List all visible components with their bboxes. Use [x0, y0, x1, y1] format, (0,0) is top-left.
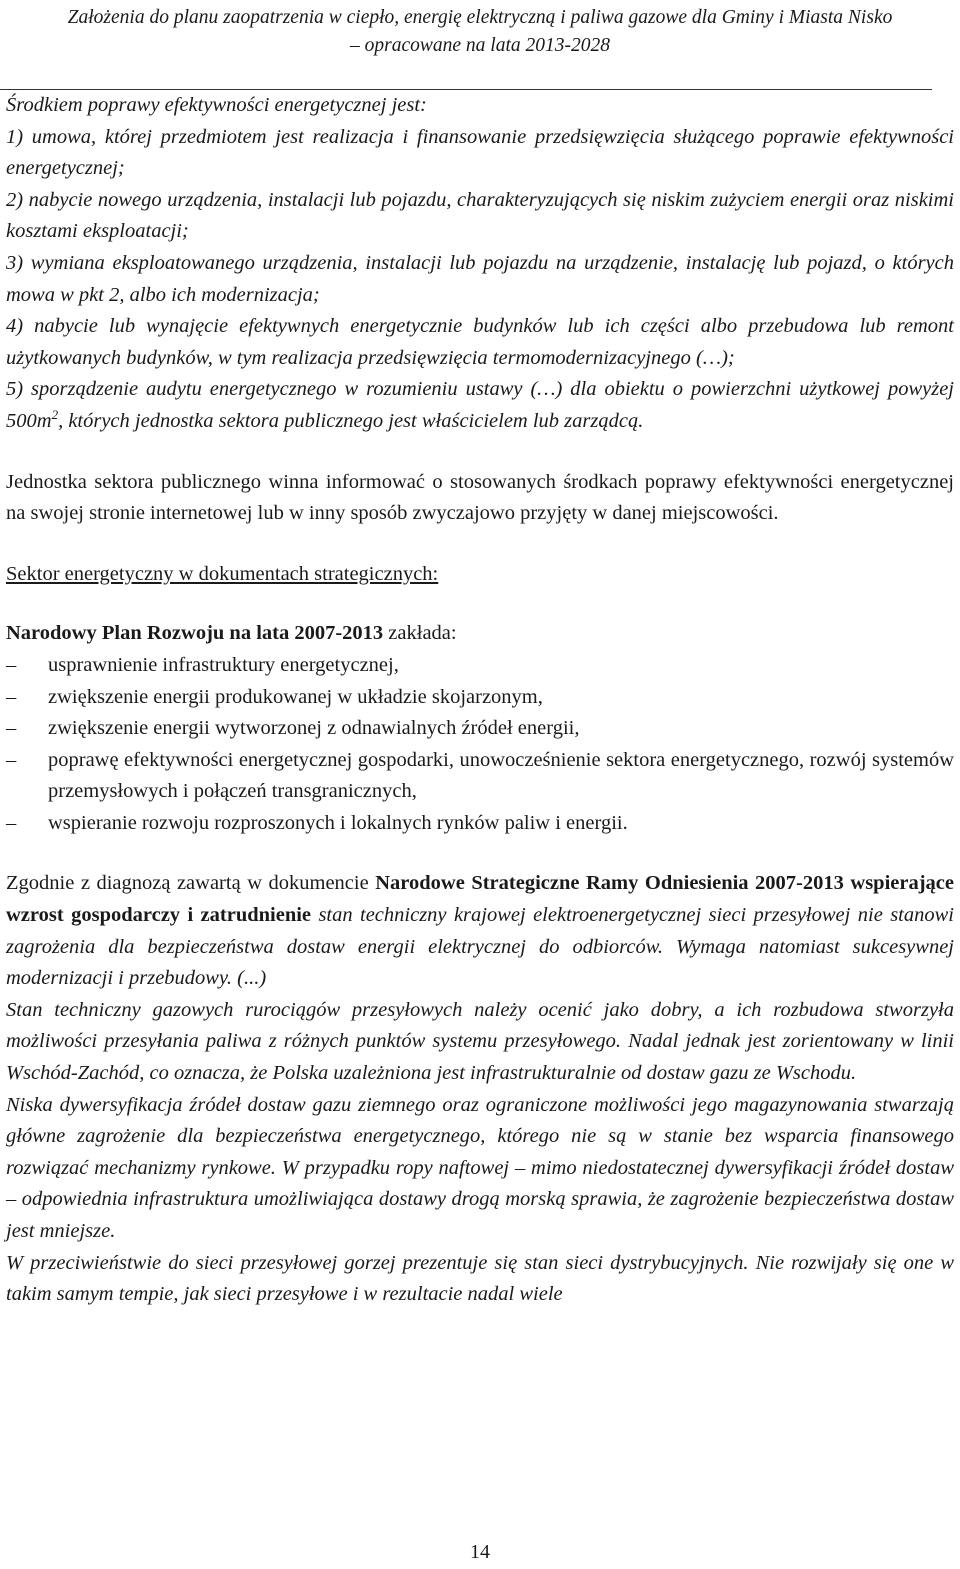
npr-list — [6, 650, 954, 840]
measures-list — [6, 90, 954, 438]
measure-item-text-end: , których jednostka sektora publicznego jest właścicielem lub zarządcą. — [58, 409, 644, 432]
nsro-title: Narodowe Strategiczne Ramy Odniesienia 2007-2013 wspierające wzrost gospodarczy i zatrudnienie — [6, 872, 954, 927]
list-item-text: wspieranie rozwoju rozproszonych i lokalnych rynków paliw i energii. — [48, 811, 628, 834]
list-item — [6, 682, 954, 714]
nsro-quote-paragraph: Niska dywersyfikacja źródeł dostaw gazu ziemnego oraz ograniczone możliwości jego magazynowania stwarzają główne zagrożenie dla bezpieczeństwa energetycznego, którego nie są w stanie bez wsparcia finansowego rozwiązać mechanizmy rynkowe. W przypadku ropy naftowej – mimo niedostatecznej dywersyfikacji źródeł dostaw – odpowiednia infrastruktura umożliwiająca dostawy drogą morską sprawia, że zagrożenie bezpieczeństwa dostaw jest mniejsze. — [6, 1093, 954, 1242]
list-item — [6, 808, 954, 840]
nsro-quote-paragraph: Stan techniczny gazowych rurociągów przesyłowych należy ocenić jako dobry, a ich rozbudowa stworzyła możliwości przesyłania paliwa z różnych punktów systemu przesyłowego. Nadal jednak jest zorientowany w linii Wschód-Zachód, co oznacza, że Polska uzależniona jest infrastrukturalnie od dostaw gazu ze Wschodu. — [6, 998, 954, 1085]
npr-title: Narodowy Plan Rozwoju na lata 2007-2013 — [6, 622, 384, 645]
dash-bullet: – — [6, 748, 17, 771]
dash-bullet: – — [6, 653, 17, 676]
strategic-heading: Sektor energetyczny w dokumentach strategicznych: — [6, 562, 439, 585]
nsro-paragraph — [6, 868, 954, 994]
npr-lead — [6, 618, 954, 650]
dash-bullet: – — [6, 717, 17, 740]
measure-item: 4) nabycie lub wynajęcie efektywnych energetycznie budynków lub ich części albo przebudowa lub remont użytkowanych budynków, w tym realizacja przedsięwzięcia termomodernizacyjnego (…); — [6, 315, 954, 369]
measure-item: 1) umowa, której przedmiotem jest realizacja i finansowanie przedsięwzięcia służącego poprawie efektywności energetycznej; — [6, 125, 954, 180]
list-item — [6, 713, 954, 745]
list-item — [6, 650, 954, 682]
section-heading — [6, 559, 954, 591]
dash-bullet: – — [6, 685, 17, 708]
list-item — [6, 745, 954, 808]
superscript: 2 — [51, 407, 59, 423]
measure-item — [6, 374, 954, 437]
list-item-text: poprawę efektywności energetycznej gospodarki, unowocześnienie sektora energetycznego, rozwój systemów przemysłowych i połączeń transgranicznych, — [48, 748, 954, 803]
public-sector-paragraph: Jednostka sektora publicznego winna informować o stosowanych środkach poprawy efektywności energetycznej na swojej stronie internetowej lub w inny sposób zwyczajowo przyjęty w danej miejscowości. — [6, 470, 954, 525]
measure-item-text: 5) sporządzenie audytu energetycznego w rozumieniu ustawy (…) dla obiektu o powierzchni użytkowej powyżej 500m — [6, 378, 954, 432]
measures-intro: Środkiem poprawy efektywności energetycznej jest: — [6, 94, 427, 116]
nsro-quote-paragraph: W przeciwieństwie do sieci przesyłowej gorzej prezentuje się stan sieci dystrybucyjnych. Nie rozwijały się one w takim samym tempie, jak sieci przesyłowe i w rezultacie nadal wiele — [6, 1251, 954, 1306]
page-body — [6, 90, 954, 1311]
nsro-quote: stan techniczny krajowej elektroenergetycznej sieci przesyłowej nie stanowi zagrożenia dla bezpieczeństwa dostaw energii elektrycznej do odbiorców. Wymaga natomiast sukcesywnej modernizacji i przebudowy. (...) — [6, 904, 954, 990]
measure-item: 2) nabycie nowego urządzenia, instalacji lub pojazdu, charakteryzujących się niskim zużyciem energii oraz niskimi kosztami eksploatacji; — [6, 188, 954, 243]
list-item-text: zwiększenie energii produkowanej w układzie skojarzonym, — [48, 685, 543, 708]
dash-bullet: – — [6, 811, 17, 834]
nsro-lead: Zgodnie z diagnozą zawartą w dokumencie — [6, 872, 376, 895]
measure-item: 3) wymiana eksploatowanego urządzenia, instalacji lub pojazdu na urządzenie, instalację lub pojazd, o których mowa w pkt 2, albo ich modernizacja; — [6, 251, 954, 306]
list-item-text: zwiększenie energii wytworzonej z odnawialnych źródeł energii, — [48, 717, 580, 740]
header-title: Założenia do planu zaopatrzenia w ciepło, energię elektryczną i paliwa gazowe dla Gminy i Miasta Nisko — [67, 7, 893, 28]
npr-suffix: zakłada: — [383, 622, 457, 645]
list-item-text: usprawnienie infrastruktury energetycznej, — [48, 653, 399, 676]
header-subtitle: – opracowane na lata 2013-2028 — [350, 35, 610, 56]
page-number: 14 — [470, 1541, 490, 1563]
